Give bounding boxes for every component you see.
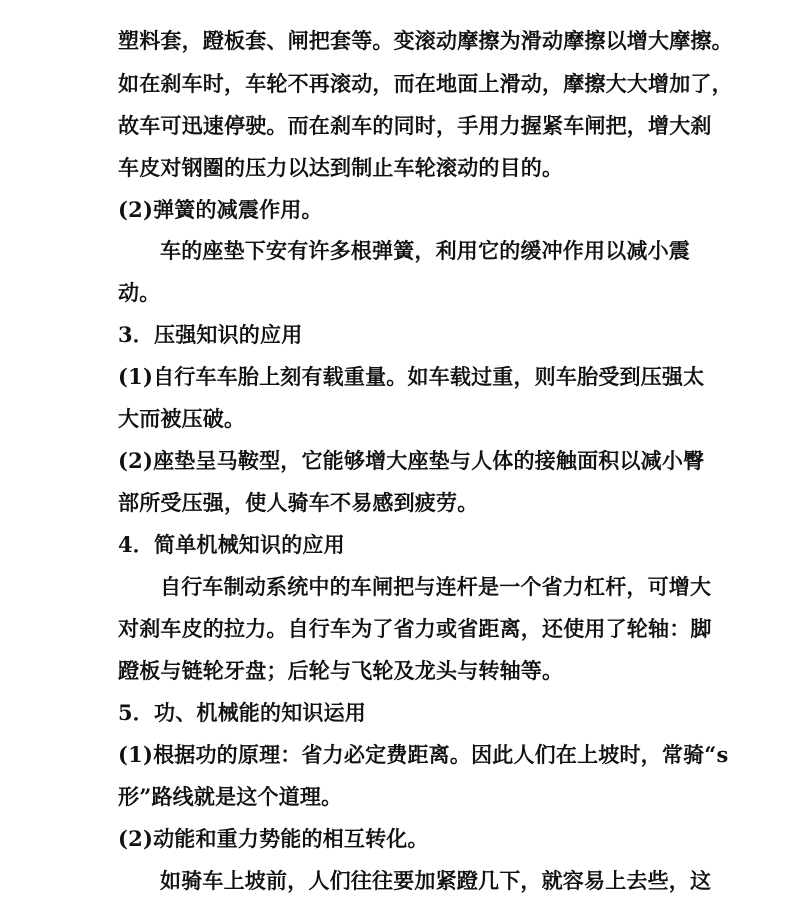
subheading: (2)动能和重力势能的相互转化。 bbox=[118, 826, 429, 851]
section-heading: 4．简单机械知识的应用 bbox=[118, 532, 345, 557]
text-line: 大而被压破。 bbox=[118, 406, 246, 431]
text-line: (1)根据功的原理：省力必定费距离。因此人们在上坡时，常骑“s bbox=[118, 742, 729, 767]
text-line: 部所受压强，使人骑车不易感到疲劳。 bbox=[118, 490, 479, 515]
text-line: 对刹车皮的拉力。自行车为了省力或省距离，还使用了轮轴：脚 bbox=[118, 616, 712, 641]
text-line: 塑料套，蹬板套、闸把套等。变滚动摩擦为滑动摩擦以增大摩擦。 bbox=[118, 28, 733, 53]
section-heading: 5．功、机械能的知识运用 bbox=[118, 700, 367, 725]
text-line: 故车可迅速停驶。而在刹车的同时，手用力握紧车闸把，增大刹 bbox=[118, 113, 712, 138]
text-line: 动。 bbox=[118, 280, 161, 305]
subheading: (2)弹簧的减震作用。 bbox=[118, 197, 323, 222]
paragraph-first-line: 车的座垫下安有许多根弹簧，利用它的缓冲作用以减小震 bbox=[160, 238, 690, 263]
section-heading: 3．压强知识的应用 bbox=[118, 322, 303, 347]
paragraph-first-line: 如骑车上坡前，人们往往要加紧蹬几下，就容易上去些，这 bbox=[160, 868, 712, 893]
text-line: 形”路线就是这个道理。 bbox=[118, 784, 343, 809]
text-line: 如在刹车时，车轮不再滚动，而在地面上滑动，摩擦大大增加了， bbox=[118, 71, 733, 96]
text-line: 车皮对钢圈的压力以达到制止车轮滚动的目的。 bbox=[118, 155, 564, 180]
text-line: (1)自行车车胎上刻有载重量。如车载过重，则车胎受到压强太 bbox=[118, 364, 705, 389]
text-line: (2)座垫呈马鞍型，它能够增大座垫与人体的接触面积以减小臀 bbox=[118, 448, 705, 473]
text-line: 蹬板与链轮牙盘；后轮与飞轮及龙头与转轴等。 bbox=[118, 658, 564, 683]
paragraph-first-line: 自行车制动系统中的车闸把与连杆是一个省力杠杆，可增大 bbox=[160, 574, 712, 599]
